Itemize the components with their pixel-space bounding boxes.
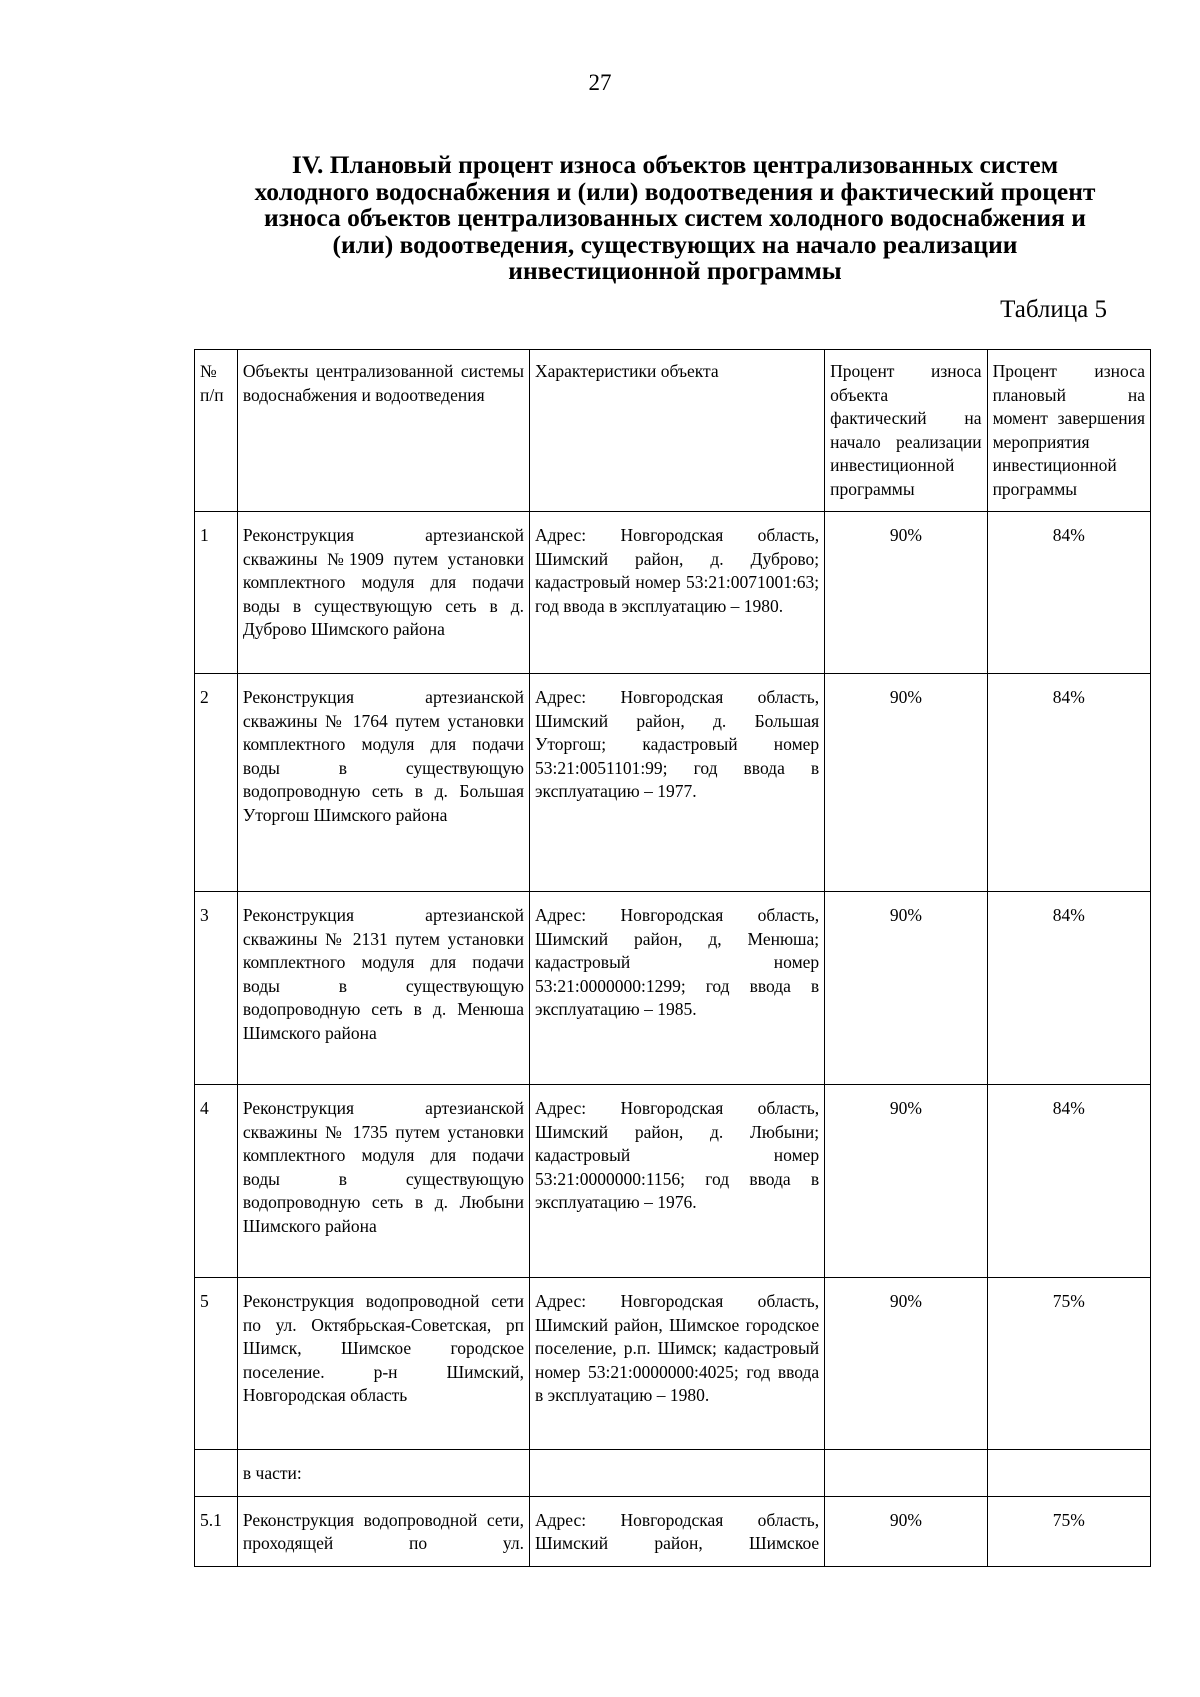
- title-line: износа объектов централизованных систем холодного водоснабжения и: [264, 203, 1086, 232]
- row-object: Реконструкция водопроводной сети, проходящей по ул.: [237, 1496, 529, 1566]
- row-plan-percent: 84%: [987, 892, 1150, 1085]
- row-fact-percent: [825, 1450, 987, 1497]
- row-fact-percent: 90%: [825, 674, 987, 892]
- table-row: [195, 1450, 1151, 1497]
- row-object: Реконструкция артезианской скважины №1909 путем установки комплектного модуля для подачи воды в существующую сеть в д. Дуброво Шимского района: [237, 512, 529, 674]
- row-num: [195, 1450, 238, 1497]
- row-plan-percent: 84%: [987, 512, 1150, 674]
- row-fact-percent: 90%: [825, 1085, 987, 1278]
- row-num: 3: [195, 892, 238, 1085]
- row-fact-percent: 90%: [825, 1496, 987, 1566]
- table-row: [195, 1496, 1151, 1566]
- row-object: в части:: [237, 1450, 529, 1497]
- title-line: холодного водоснабжения и (или) водоотведения и фактический процент: [254, 176, 1096, 206]
- header-fact-percent: Процент износа объекта фактический на начало реализации инвестиционной программы: [825, 350, 987, 512]
- title-line: IV. Плановый процент износа объектов централизованных систем: [291, 150, 1059, 179]
- table-row: [195, 892, 1151, 1085]
- table-header-row: [195, 350, 1151, 512]
- header-characteristics: Характеристики объекта: [530, 350, 825, 512]
- row-plan-percent: 84%: [987, 674, 1150, 892]
- header-object: Объекты централизованной системы водоснабжения и водоотведения: [237, 350, 529, 512]
- table-row: [195, 1085, 1151, 1278]
- row-plan-percent: 84%: [987, 1085, 1150, 1278]
- title-line: (или) водоотведения, существующих на начало реализации: [332, 229, 1018, 259]
- row-num: 2: [195, 674, 238, 892]
- row-num: 4: [195, 1085, 238, 1278]
- row-object: Реконструкция водопроводной сети по ул. Октябрьская-Советская, рп Шимск, Шимское городское поселение. р-н Шимский, Новгородская область: [237, 1278, 529, 1450]
- row-plan-percent: 75%: [987, 1278, 1150, 1450]
- row-object: Реконструкция артезианской скважины № 1764 путем установки комплектного модуля для подачи воды в существующую водопроводную сеть в д. Большая Уторгош Шимского района: [237, 674, 529, 892]
- table-row: [195, 674, 1151, 892]
- depreciation-table: [194, 349, 1151, 1567]
- page-number: 27: [588, 70, 612, 95]
- title-line: инвестиционной программы: [508, 256, 842, 285]
- row-object: Реконструкция артезианской скважины № 2131 путем установки комплектного модуля для подачи воды в существующую водопроводную сеть в д. Менюша Шимского района: [237, 892, 529, 1085]
- row-characteristics: Адрес: Новгородская область, Шимский район, д, Менюша; кадастровый номер 53:21:0000000:1299; год ввода в эксплуатацию – 1985.: [530, 892, 825, 1085]
- row-fact-percent: 90%: [825, 892, 987, 1085]
- row-num: 5: [195, 1278, 238, 1450]
- section-title: [195, 152, 1155, 285]
- table-row: [195, 1278, 1151, 1450]
- row-object: Реконструкция артезианской скважины № 1735 путем установки комплектного модуля для подачи воды в существующую водопроводную сеть в д. Любыни Шимского района: [237, 1085, 529, 1278]
- row-characteristics: Адрес: Новгородская область, Шимский район, Шимское: [530, 1496, 825, 1566]
- row-fact-percent: 90%: [825, 512, 987, 674]
- header-plan-percent: Процент износа плановый на момент завершения мероприятия инвестиционной программы: [987, 350, 1150, 512]
- row-characteristics: Адрес: Новгородская область, Шимский район, д. Любыни; кадастровый номер 53:21:0000000:1156; год ввода в эксплуатацию – 1976.: [530, 1085, 825, 1278]
- row-plan-percent: 75%: [987, 1496, 1150, 1566]
- row-characteristics: Адрес: Новгородская область, Шимский район, д. Дуброво; кадастровый номер 53:21:0071001:63; год ввода в эксплуатацию – 1980.: [530, 512, 825, 674]
- row-characteristics: Адрес: Новгородская область, Шимский район, д. Большая Уторгош; кадастровый номер 53:21:0051101:99; год ввода в эксплуатацию – 1977.: [530, 674, 825, 892]
- row-plan-percent: [987, 1450, 1150, 1497]
- row-fact-percent: 90%: [825, 1278, 987, 1450]
- table-row: [195, 512, 1151, 674]
- row-characteristics: Адрес: Новгородская область, Шимский район, Шимское городское поселение, р.п. Шимск; кадастровый номер 53:21:0000000:4025; год ввода в эксплуатацию – 1980.: [530, 1278, 825, 1450]
- row-num: 1: [195, 512, 238, 674]
- header-num: № п/п: [195, 350, 238, 512]
- row-characteristics: [530, 1450, 825, 1497]
- table-caption: Таблица 5: [1000, 296, 1107, 323]
- row-num: 5.1: [195, 1496, 238, 1566]
